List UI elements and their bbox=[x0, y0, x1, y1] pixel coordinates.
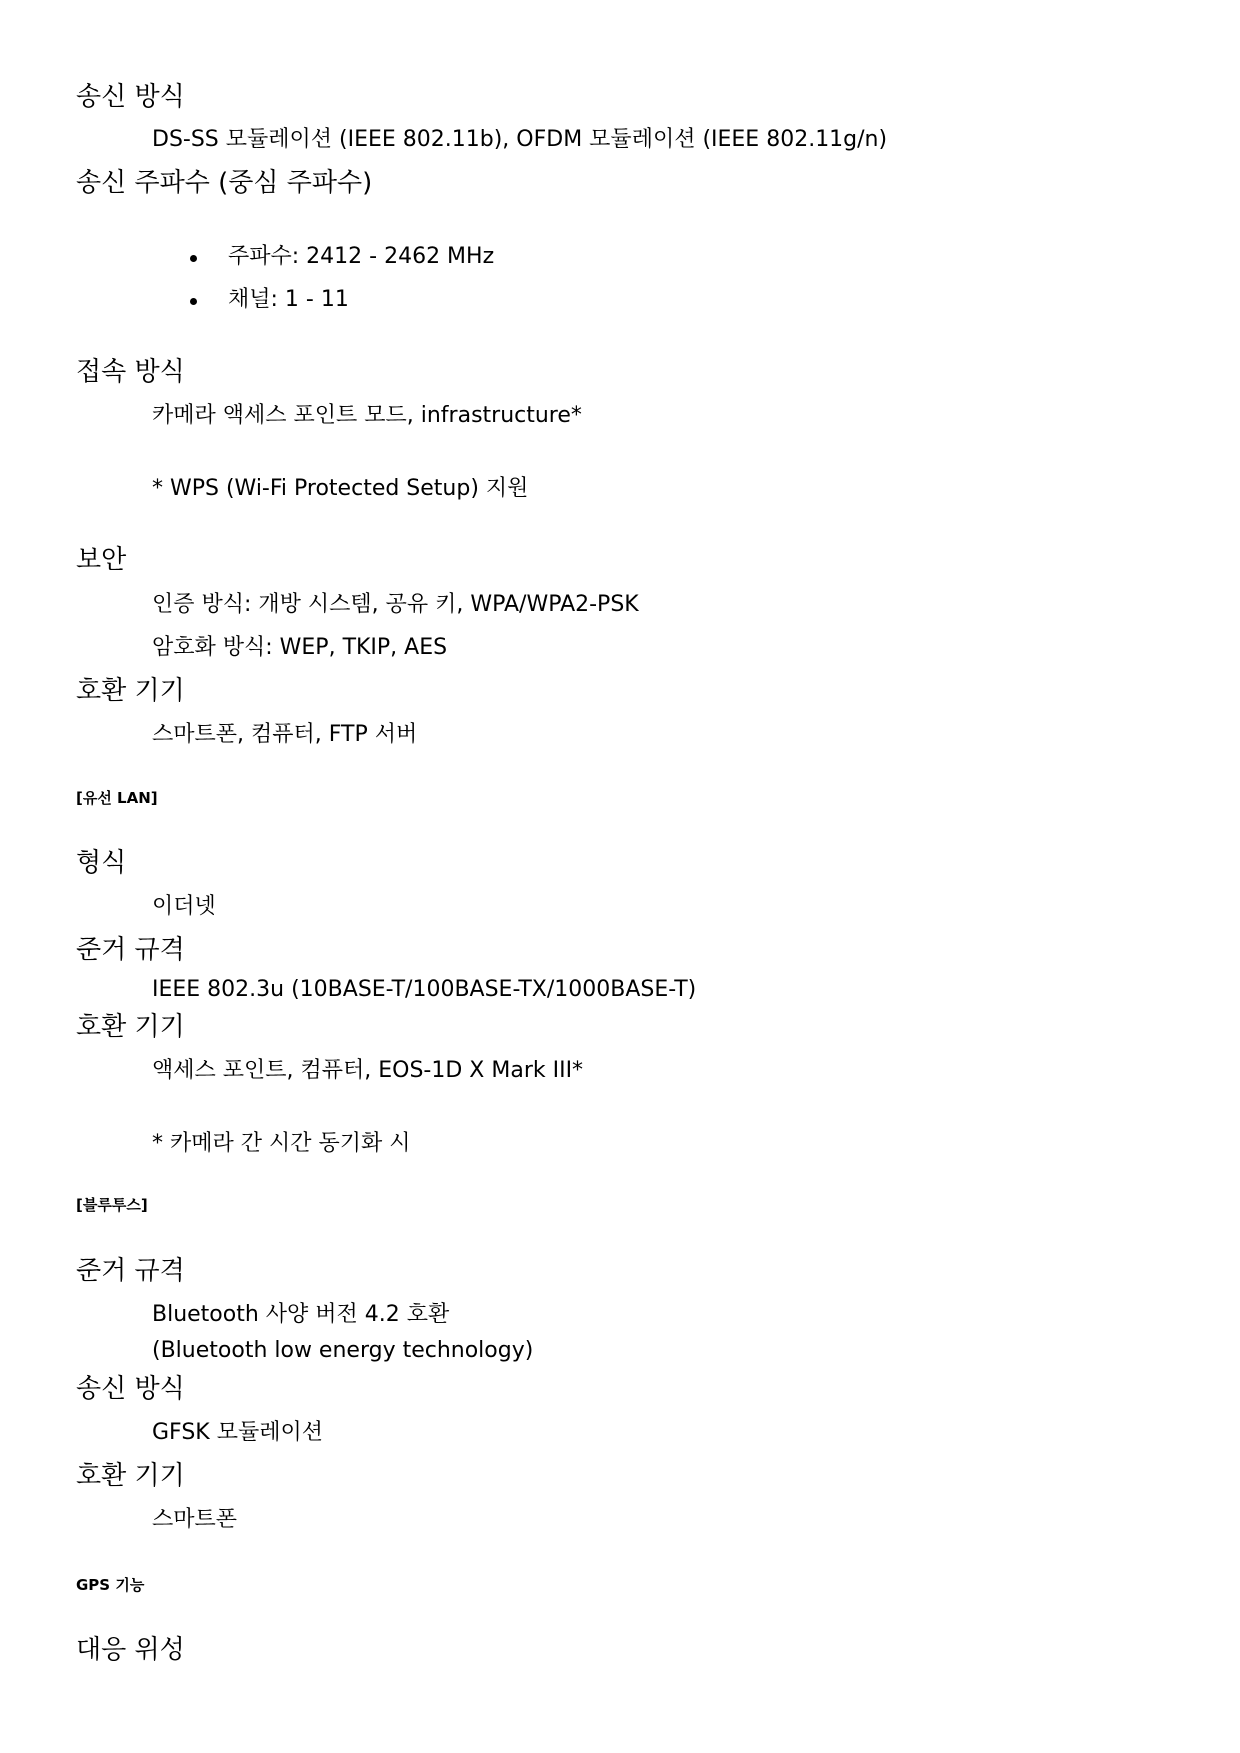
lan-compat-value: 액세스 포인트, 컴퓨터, EOS-1D X Mark III* bbox=[152, 1058, 584, 1083]
wifi-auth-value: 인증 방식: 개방 시스템, 공유 키, WPA/WPA2-PSK bbox=[152, 592, 639, 617]
bt-standard-heading: 준거 규격 bbox=[76, 1256, 185, 1286]
bullet-icon bbox=[190, 255, 197, 262]
lan-standard-value: IEEE 802.3u (10BASE-T/100BASE-TX/1000BASE-T) bbox=[152, 977, 697, 1002]
wired-lan-section-title: [유선 LAN] bbox=[76, 789, 158, 807]
lan-compat-heading: 호환 기기 bbox=[76, 1012, 185, 1042]
lan-format-heading: 형식 bbox=[76, 848, 127, 878]
bt-compat-value: 스마트폰 bbox=[152, 1507, 238, 1532]
wifi-freq-heading: 송신 주파수 (중심 주파수) bbox=[76, 168, 373, 198]
wifi-compat-heading: 호환 기기 bbox=[76, 676, 185, 706]
bt-compat-heading: 호환 기기 bbox=[76, 1461, 185, 1491]
wifi-connection-heading: 접속 방식 bbox=[76, 357, 185, 387]
wifi-tx-method-heading: 송신 방식 bbox=[76, 82, 185, 112]
wifi-channel-bullet: 채널: 1 - 11 bbox=[228, 287, 349, 312]
lan-compat-note: * 카메라 간 시간 동기화 시 bbox=[152, 1131, 411, 1156]
wifi-connection-value: 카메라 액세스 포인트 모드, infrastructure* bbox=[152, 403, 582, 428]
gps-section-title: GPS 기능 bbox=[76, 1576, 145, 1594]
lan-format-value: 이더넷 bbox=[152, 894, 216, 919]
bt-tx-method-value: GFSK 모듈레이션 bbox=[152, 1420, 323, 1445]
wifi-encryption-value: 암호화 방식: WEP, TKIP, AES bbox=[152, 635, 448, 660]
wifi-connection-note: * WPS (Wi-Fi Protected Setup) 지원 bbox=[152, 476, 529, 501]
wifi-tx-method-value: DS-SS 모듈레이션 (IEEE 802.11b), OFDM 모듈레이션 (IEEE 802.11g/n) bbox=[152, 127, 888, 152]
bt-standard-value-2: (Bluetooth low energy technology) bbox=[152, 1338, 534, 1363]
wifi-freq-bullet: 주파수: 2412 - 2462 MHz bbox=[228, 244, 495, 269]
gps-satellites-heading: 대응 위성 bbox=[76, 1635, 185, 1665]
bt-standard-value-1: Bluetooth 사양 버전 4.2 호환 bbox=[152, 1302, 450, 1327]
bluetooth-section-title: [블루투스] bbox=[76, 1196, 148, 1214]
wifi-security-heading: 보안 bbox=[76, 545, 127, 575]
bullet-icon bbox=[190, 298, 197, 305]
bt-tx-method-heading: 송신 방식 bbox=[76, 1374, 185, 1404]
lan-standard-heading: 준거 규격 bbox=[76, 935, 185, 965]
wifi-compat-value: 스마트폰, 컴퓨터, FTP 서버 bbox=[152, 722, 418, 747]
